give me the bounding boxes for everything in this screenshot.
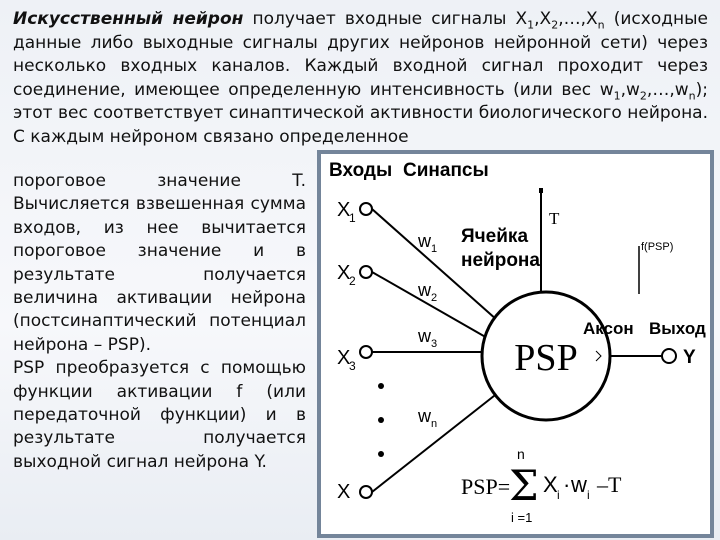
input-node-2	[360, 266, 372, 278]
ellipsis-dot	[378, 417, 384, 423]
threshold-label: T	[549, 209, 560, 228]
weight-w3	[417, 326, 437, 350]
activation-text: пороговое значение T. Вычисляется взвешенная сумма входов, из нее вычитается пороговое значение и в результате получается величина активации нейрона (постсинаптический потенциал нейрона – PSP).	[13, 171, 306, 355]
axon-label: Аксон	[583, 319, 634, 338]
weight-sub: 3	[431, 338, 438, 350]
formula-upper-limit: n	[517, 446, 525, 462]
text-fragment: (исходные данные либо выходные сигналы других нейронов нейронной сети) через несколько входных каналов. Каждый входной сигнал проходит через соединение, имеющее определенную интенсивность (или вес w	[13, 9, 708, 100]
input-node-3	[360, 346, 372, 358]
ellipsis-dot	[378, 383, 384, 389]
formula-lower-limit: i =1	[511, 510, 533, 525]
activation-label: f(PSP)	[641, 241, 674, 253]
input-xn	[337, 481, 350, 503]
weight-sub: 2	[431, 292, 438, 304]
formula-w: w	[571, 472, 587, 497]
formula-x: X	[543, 472, 558, 497]
formula-x-sub: i	[557, 488, 560, 502]
formula-lhs: PSP=	[461, 474, 511, 499]
threshold-marker	[539, 188, 543, 193]
cell-label-line2: нейрона	[461, 250, 540, 271]
subscript: 2	[639, 88, 647, 102]
term-artificial-neuron: Искусственный нейрон	[13, 9, 244, 29]
ellipsis-dot	[378, 451, 384, 457]
output-text: PSP преобразуется с помощью функции активации f (или передаточной функции) и в результате получается выходной сигнал нейрона Y.	[13, 358, 306, 472]
subscript: 2	[551, 18, 559, 32]
neuron-psp-text: PSP	[514, 337, 578, 379]
input-x1	[337, 199, 356, 225]
weight-label: w	[418, 231, 431, 251]
subscript: n	[688, 88, 696, 102]
input-x2	[337, 262, 356, 288]
subscript: n	[597, 18, 605, 32]
text-fragment: ,w	[620, 79, 640, 100]
threshold-paragraph	[13, 170, 306, 474]
input-sub: 3	[349, 359, 356, 373]
input-sub: 2	[349, 274, 356, 288]
neuron-diagram-panel	[317, 150, 714, 538]
text-fragment: ); этот вес соответствует синаптической активности биологического нейрона. С каждым нейроном связано определенное	[13, 79, 708, 147]
input-node-n	[360, 486, 372, 498]
formula-sigma: Σ	[509, 461, 539, 510]
weight-sub: n	[431, 418, 438, 430]
input-label: X	[337, 199, 351, 221]
text-fragment: ,…,w	[646, 79, 689, 100]
weight-label: w	[418, 280, 431, 300]
output-label: Выход	[649, 319, 706, 338]
weight-label: w	[418, 406, 431, 426]
neuron-diagram	[321, 154, 710, 534]
formula-minus-t: –T	[597, 472, 622, 497]
output-symbol: Y	[683, 347, 696, 368]
input-x3	[337, 347, 356, 373]
header-inputs: Входы	[329, 160, 393, 181]
text-fragment: получает входные сигналы X	[243, 9, 528, 29]
formula-dot: ·	[563, 472, 571, 497]
input-sub: 1	[349, 211, 356, 225]
formula-w-sub: i	[587, 488, 590, 502]
input-label: X	[337, 347, 351, 369]
weight-sub: 1	[431, 243, 438, 255]
subscript: 1	[527, 18, 535, 32]
intro-paragraph	[13, 8, 708, 149]
text-fragment: ,…,X	[558, 9, 598, 29]
cell-label-line1: Ячейка	[461, 226, 529, 247]
weight-label: w	[418, 326, 431, 346]
text-fragment: ,X	[534, 9, 552, 29]
input-label: X	[337, 262, 351, 284]
weight-wn	[417, 406, 437, 430]
output-node	[662, 349, 676, 363]
header-synapses: Синапсы	[403, 160, 489, 181]
psp-formula	[461, 446, 622, 525]
subscript: 1	[613, 88, 621, 102]
input-label: X	[337, 481, 351, 503]
input-node-1	[360, 203, 372, 215]
